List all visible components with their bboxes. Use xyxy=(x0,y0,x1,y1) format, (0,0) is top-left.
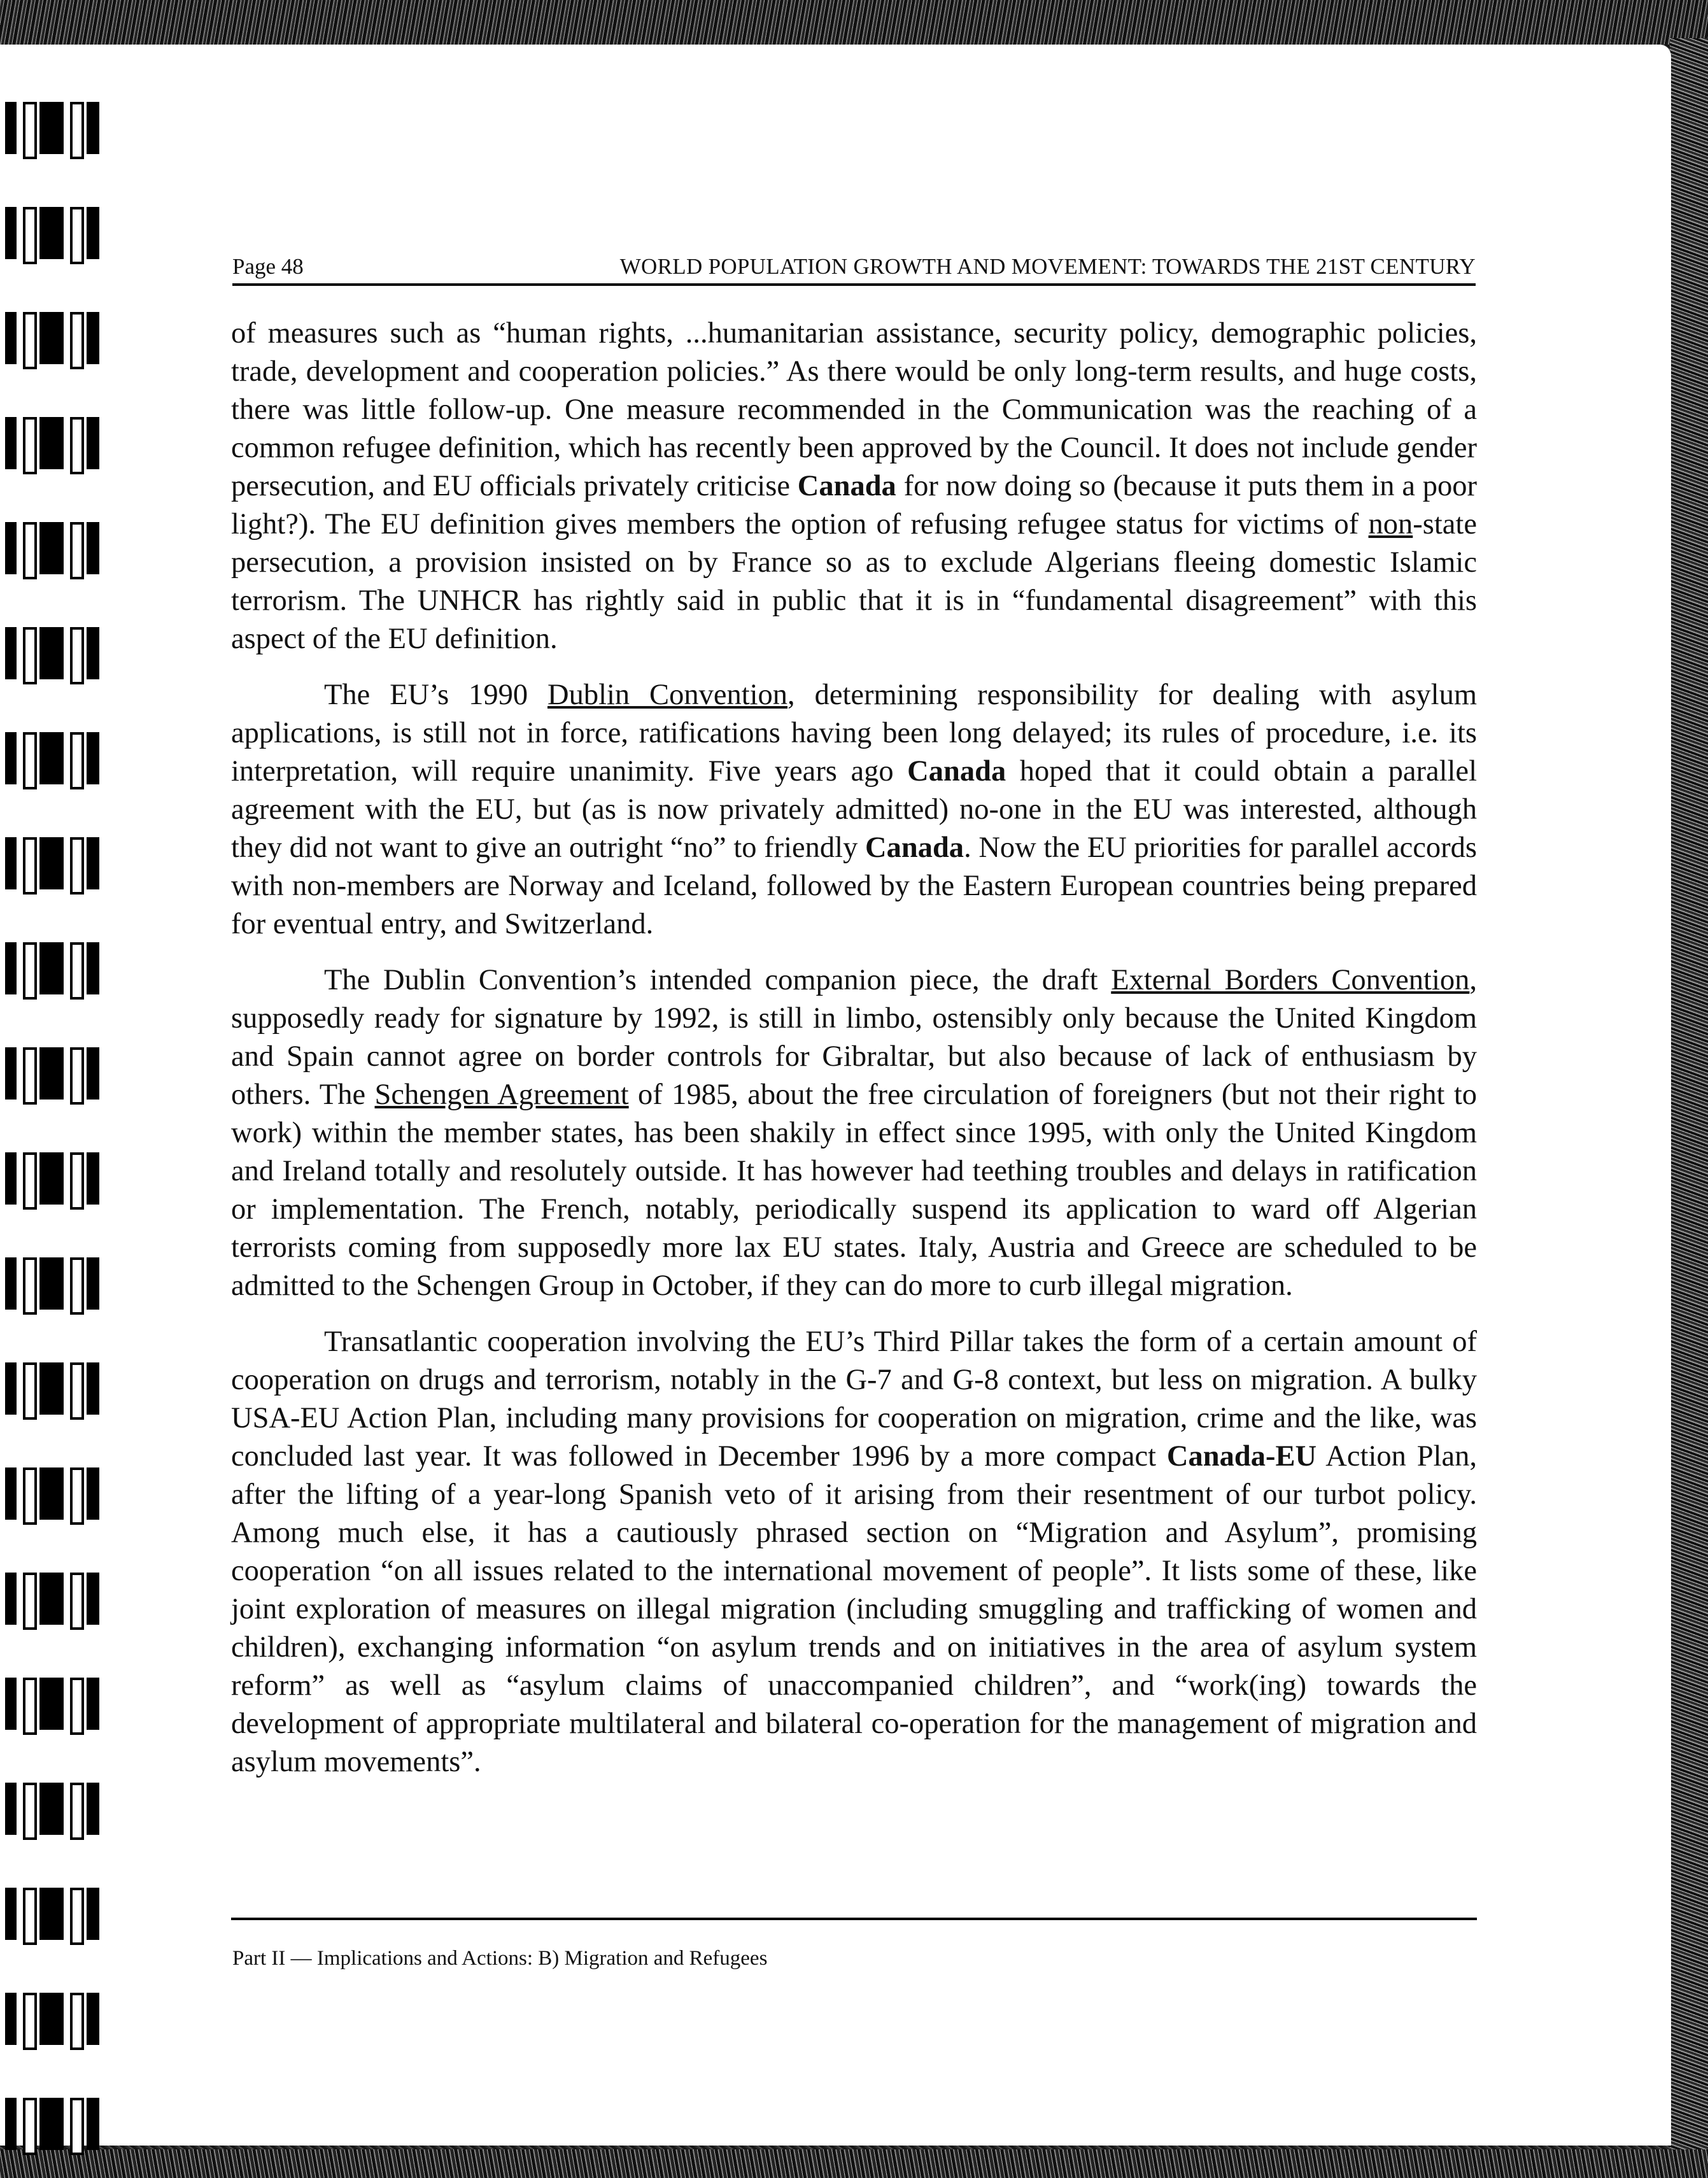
text-run: The EU’s 1990 xyxy=(324,679,547,711)
binding-ring xyxy=(0,837,108,889)
binding-bar xyxy=(23,1888,37,1945)
underlined-term: Schengen Agreement xyxy=(374,1078,629,1111)
binding-bar xyxy=(87,207,99,259)
body-text xyxy=(231,315,1477,1799)
binding-bar xyxy=(87,1888,99,1940)
binding-bar xyxy=(23,837,37,895)
binding-bar xyxy=(39,1047,64,1100)
binding-bar xyxy=(39,2098,64,2150)
binding-bar xyxy=(23,1047,37,1105)
binding-bar xyxy=(23,312,37,369)
binding-bar xyxy=(5,1152,17,1205)
binding-bar xyxy=(5,837,17,889)
text-run: . Now the EU priorities for parallel accords with non-members are Norway and Iceland, followed by the Eastern European countries being prepared for eventual entry, and Switzerland. xyxy=(231,831,1477,940)
binding-bar xyxy=(5,207,17,259)
binding-ring xyxy=(0,1047,108,1100)
binding-bar xyxy=(5,1678,17,1730)
binding-bar xyxy=(39,312,64,364)
binding-bar xyxy=(5,1362,17,1415)
binding-ring xyxy=(0,1362,108,1415)
binding-bar xyxy=(39,1888,64,1940)
binding-bar xyxy=(70,942,84,1000)
underlined-term: External Borders Convention xyxy=(1111,964,1470,996)
binding-bar xyxy=(70,837,84,895)
text-run: -state persecution, a provision insisted on by France so as to exclude Algerians fleeing domestic Islamic terrorism. The UNHCR has rightly said in public that it is in “fundamental disagreement” with this aspect of the EU definition. xyxy=(231,508,1477,655)
binding-bar xyxy=(87,942,99,994)
page-header xyxy=(232,213,1476,286)
binding-bar xyxy=(5,417,17,469)
binding-bar xyxy=(70,1467,84,1525)
binding-ring xyxy=(0,1993,108,2045)
binding-bar xyxy=(23,1993,37,2050)
binding-bar xyxy=(5,1467,17,1520)
binding-bar xyxy=(70,732,84,789)
binding-bar xyxy=(87,2098,99,2150)
binding-ring xyxy=(0,1783,108,1835)
binding-bar xyxy=(39,732,64,784)
text-run: , supposedly ready for signature by 1992, is still in limbo, ostensibly only because the United Kingdom and Spain cannot agree on border controls for Gibraltar, but also because of lack of enthusiasm by others. The xyxy=(231,964,1478,1111)
scan-edge-top xyxy=(0,0,1708,45)
binding-bar xyxy=(70,1152,84,1210)
emphasis-canada: Canada xyxy=(865,831,964,864)
binding-bar xyxy=(87,732,99,784)
paragraph-3 xyxy=(231,961,1477,1305)
binding-bar xyxy=(23,1783,37,1840)
binding-bar xyxy=(39,1467,64,1520)
binding-ring xyxy=(0,942,108,994)
binding-bar xyxy=(70,1783,84,1840)
binding-ring xyxy=(0,627,108,679)
emphasis-canada: Canada xyxy=(907,755,1006,788)
binding-bar xyxy=(5,102,17,154)
binding-bar xyxy=(87,417,99,469)
underlined-term: Dublin Convention xyxy=(547,679,788,711)
binding-bar xyxy=(5,1888,17,1940)
page-footer: Part II — Implications and Actions: B) Migration and Refugees xyxy=(232,1947,768,1970)
binding-bar xyxy=(87,1573,99,1625)
binding-bar xyxy=(70,1993,84,2050)
binding-ring xyxy=(0,207,108,259)
binding-bar xyxy=(5,627,17,679)
binding-bar xyxy=(39,837,64,889)
binding-bar xyxy=(87,1678,99,1730)
binding-bar xyxy=(39,522,64,574)
binding-bar xyxy=(23,1573,37,1630)
binding-ring xyxy=(0,417,108,469)
binding-bar xyxy=(87,1152,99,1205)
binding-bar xyxy=(23,942,37,1000)
binding-bar xyxy=(5,1993,17,2045)
text-run: hoped that it could obtain a parallel agreement with the EU, but (as is now privately admitted) no-one in the EU was interested, although they did not want to give an outright “no” to friendly xyxy=(231,755,1477,864)
binding-bar xyxy=(87,627,99,679)
binding-bar xyxy=(70,2098,84,2155)
paragraph-4 xyxy=(231,1323,1477,1781)
binding-ring xyxy=(0,2098,108,2150)
binding-bar xyxy=(5,1257,17,1310)
binding-bar xyxy=(23,1362,37,1420)
binding-bar xyxy=(70,1047,84,1105)
binding-bar xyxy=(70,312,84,369)
binding-bar xyxy=(70,1573,84,1630)
text-run: The Dublin Convention’s intended companion piece, the draft xyxy=(324,964,1112,996)
binding-bar xyxy=(39,627,64,679)
text-run: Transatlantic cooperation involving the EU’s Third Pillar takes the form of a certain amount of cooperation on drugs and terrorism, notably in the G-7 and G-8 context, but less on migration. A bulky USA-EU Action Plan, including many provisions for cooperation on migration, crime and the like, was concluded last year. It was followed in December 1996 by a more compact xyxy=(231,1326,1477,1473)
binding-bar xyxy=(39,102,64,154)
binding-bar xyxy=(23,1257,37,1315)
binding-bar xyxy=(23,102,37,159)
binding-bar xyxy=(70,1257,84,1315)
binding-bar xyxy=(70,1888,84,1945)
binding-bar xyxy=(5,2098,17,2150)
binding-ring xyxy=(0,1467,108,1520)
binding-bar xyxy=(39,942,64,994)
binding-bar xyxy=(5,522,17,574)
binding-bar xyxy=(23,1152,37,1210)
text-run: Action Plan, after the lifting of a year-long Spanish veto of it arising from their resentment of our turbot policy. Among much else, it has a cautiously phrased section on “Migration and Asylum”, promising cooperation “on all issues related to the international movement of people”. It lists some of these, like joint exploration of measures on illegal migration (including smuggling and trafficking of women and children), exchanging information “on asylum trends and on initiatives in the area of asylum system reform” as well as “asylum claims of unaccompanied children”, and “work(ing) towards the development of appropriate multilateral and bilateral co-operation for the management of migration and asylum movements”. xyxy=(231,1440,1477,1778)
emphasis-canada: Canada xyxy=(797,470,896,502)
binding-bar xyxy=(87,1783,99,1835)
binding-ring xyxy=(0,1573,108,1625)
binding-bar xyxy=(23,2098,37,2155)
binding-bar xyxy=(23,1678,37,1735)
binding-bar xyxy=(39,1993,64,2045)
binding-bar xyxy=(39,207,64,259)
binding-ring xyxy=(0,1678,108,1730)
binding-ring xyxy=(0,1888,108,1940)
binding-bar xyxy=(70,1678,84,1735)
paragraph-1 xyxy=(231,315,1477,658)
text-run: for now doing so (because it puts them in a poor light?). The EU definition gives members the option of refusing refugee status for victims of xyxy=(231,470,1478,541)
binding-bar xyxy=(23,1467,37,1525)
binding-bar xyxy=(39,417,64,469)
binding-bar xyxy=(23,417,37,474)
binding-ring xyxy=(0,102,108,154)
binding-bar xyxy=(5,312,17,364)
binding-bar xyxy=(39,1573,64,1625)
binding-bar xyxy=(87,837,99,889)
binding-ring xyxy=(0,1257,108,1310)
emphasis-canada-eu: Canada-EU xyxy=(1166,1440,1317,1473)
binding-bar xyxy=(39,1783,64,1835)
binding-ring xyxy=(0,522,108,574)
binding-bar xyxy=(23,732,37,789)
binding-bar xyxy=(87,102,99,154)
binding-bar xyxy=(70,522,84,579)
text-run: of 1985, about the free circulation of foreigners (but not their right to work) within the member states, has been shakily in effect since 1995, with only the United Kingdom and Ireland totally and resolutely outside. It has however had teething troubles and delays in ratification or implementation. The French, notably, periodically suspend its application to ward off Algerian terrorists coming from supposedly more lax EU states. Italy, Austria and Greece are scheduled to be admitted to the Schengen Group in October, if they can do more to curb illegal migration. xyxy=(231,1078,1477,1302)
binding-bar xyxy=(70,207,84,264)
binding-bar xyxy=(87,312,99,364)
binding-bar xyxy=(70,1362,84,1420)
binding-bar xyxy=(39,1678,64,1730)
binding-bar xyxy=(5,1047,17,1100)
paragraph-2 xyxy=(231,676,1477,944)
binding-bar xyxy=(70,102,84,159)
binding-ring xyxy=(0,732,108,784)
text-run: , determining responsibility for dealing with asylum applications, is still not in force, ratifications having been long delayed; its rules of procedure, i.e. its interpretation, will require unanimity. Five years ago xyxy=(231,679,1477,788)
binding-bar xyxy=(39,1152,64,1205)
text-run: of measures such as “human rights, ...humanitarian assistance, security policy, demographic policies, trade, development and cooperation policies.” As there would be only long-term results, and huge costs, there was little follow-up. One measure recommended in the Communication was the reaching of a common refugee definition, which has recently been approved by the Council. It does not include gender persecution, and EU officials privately criticise xyxy=(231,317,1477,502)
scan-edge-bottom xyxy=(0,2149,1708,2178)
binding-bar xyxy=(70,627,84,684)
binding-ring xyxy=(0,1152,108,1205)
binding-bar xyxy=(5,1783,17,1835)
underlined-term: non xyxy=(1368,508,1413,541)
binding-bar xyxy=(87,1993,99,2045)
binding-bar xyxy=(39,1257,64,1310)
binding-bar xyxy=(87,522,99,574)
binding-bar xyxy=(23,207,37,264)
binding-bar xyxy=(5,1573,17,1625)
binding-bar xyxy=(87,1467,99,1520)
binding-bar xyxy=(5,732,17,784)
page-number: Page 48 xyxy=(232,254,304,279)
binding-bar xyxy=(87,1362,99,1415)
binding-bar xyxy=(87,1047,99,1100)
binding-bar xyxy=(23,522,37,579)
footer-rule xyxy=(231,1918,1477,1920)
scan-edge-right xyxy=(1670,38,1708,2152)
binding-bar xyxy=(5,942,17,994)
binding-bar xyxy=(23,627,37,684)
spiral-binding xyxy=(0,102,127,2107)
binding-bar xyxy=(39,1362,64,1415)
running-title: WORLD POPULATION GROWTH AND MOVEMENT: TOWARDS THE 21ST CENTURY xyxy=(619,254,1476,279)
binding-ring xyxy=(0,312,108,364)
binding-bar xyxy=(70,417,84,474)
binding-bar xyxy=(87,1257,99,1310)
